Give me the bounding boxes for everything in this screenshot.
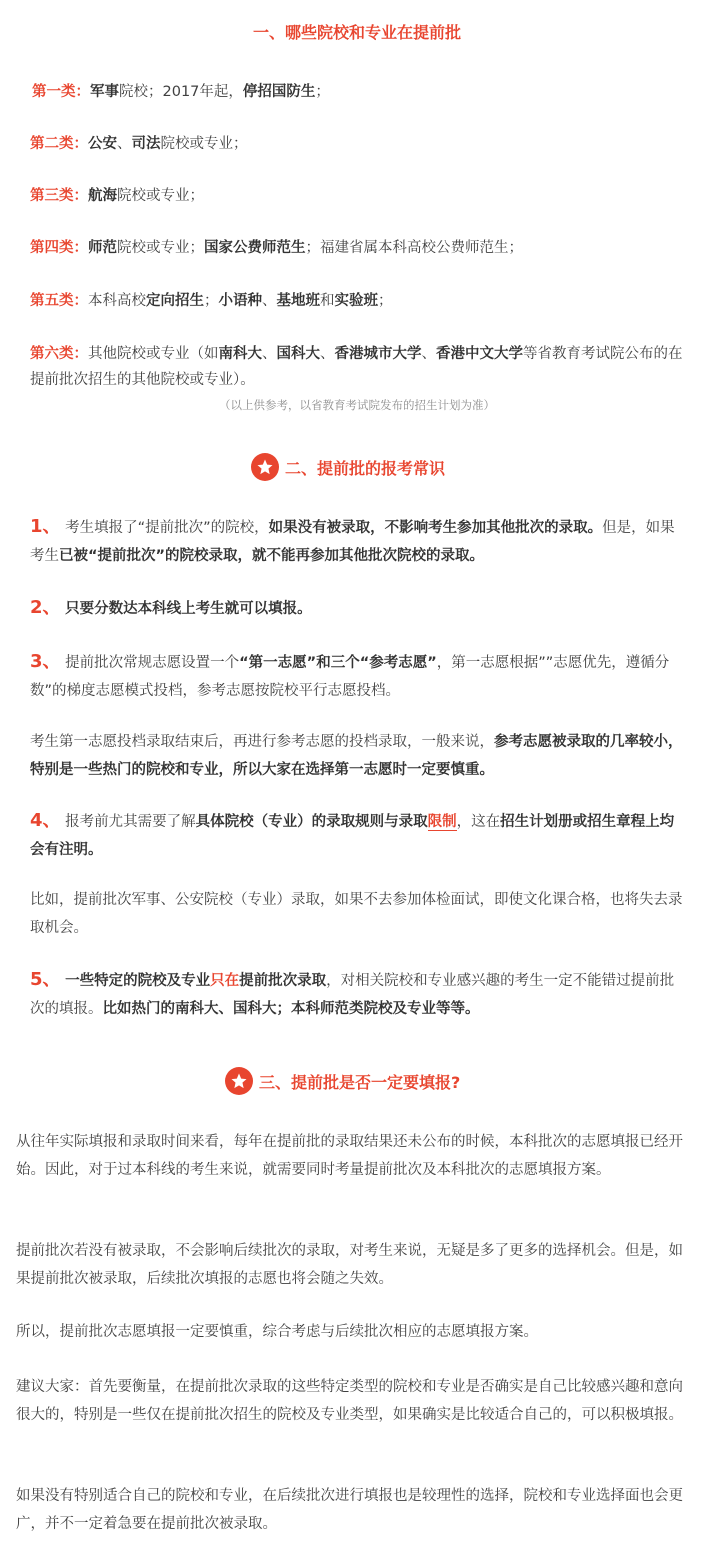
- category-label: 第五类：: [30, 293, 88, 309]
- tip-number: 5、: [30, 969, 61, 990]
- category-label: 第六类：: [30, 346, 88, 362]
- section-3-heading: [225, 1067, 460, 1095]
- tip-2: 2、 只要分数达本科线上考生就可以填报。: [30, 597, 312, 618]
- paragraph-2: 提前批次若没有被录取，不会影响后续批次的录取，对考生来说，无疑是多了更多的选择机会。但是，如果提前批次被录取，后续批次填报的志愿也将会随之失效。: [16, 1243, 683, 1287]
- tip-4-example: 比如，提前批次军事、公安院校（专业）录取，如果不去参加体检面试，即使文化课合格，也将失去录取机会。: [30, 892, 683, 936]
- category-label: 第三类：: [30, 188, 88, 204]
- category-label: 第四类：: [30, 240, 88, 256]
- section-1-title: 一、哪些院校和专业在提前批: [252, 23, 461, 42]
- paragraph-4: 建议大家：首先要衡量，在提前批次录取的这些特定类型的院校和专业是否确实是自己比较感兴趣和意向很大的，特别是一些仅在提前批次招生的院校及专业类型，如果确实是比较适合自己的，可以积极填报。: [16, 1379, 683, 1423]
- tip-3-detail: 考生第一志愿投档录取结束后，再进行参考志愿的投档录取，一般来说，参考志愿被录取的几率较小，特别是一些热门的院校和专业，所以大家在选择第一志愿时一定要慎重。: [30, 734, 683, 778]
- tip-4: 4、 报考前尤其需要了解具体院校（专业）的录取规则与录取限制，这在招生计划册或招生章程上均会有注明。: [30, 810, 675, 858]
- paragraph-5: 如果没有特别适合自己的院校和专业，在后续批次进行填报也是较理性的选择，院校和专业选择面也会更广，并不一定着急要在提前批次被录取。: [16, 1488, 683, 1532]
- section-2-heading: [251, 453, 445, 481]
- paragraph-3: 所以，提前批次志愿填报一定要慎重，综合考虑与后续批次相应的志愿填报方案。: [16, 1324, 538, 1340]
- tip-1: 1、 考生填报了“提前批次”的院校，如果没有被录取，不影响考生参加其他批次的录取。但是，如果考生已被“提前批次”的院校录取，就不能再参加其他批次院校的录取。: [30, 516, 675, 564]
- tip-number: 2、: [30, 597, 61, 618]
- reference-note: （以上供参考，以省教育考试院发布的招生计划为准）: [219, 398, 495, 412]
- category-2: 第二类：公安、司法院校或专业；: [30, 136, 248, 152]
- section-3-title: 三、提前批是否一定要填报?: [259, 1072, 461, 1092]
- category-1: 第一类：军事院校；2017年起，停招国防生；: [32, 84, 330, 100]
- category-3: 第三类：航海院校或专业；: [30, 188, 204, 204]
- highlight-only: 只在: [210, 973, 240, 989]
- category-label: 第一类：: [32, 84, 90, 100]
- star-icon: [251, 453, 279, 481]
- paragraph-1: 从往年实际填报和录取时间来看，每年在提前批的录取结果还未公布的时候，本科批次的志愿填报已经开始。因此，对于过本科线的考生来说，就需要同时考量提前批次及本科批次的志愿填报方案。: [16, 1134, 683, 1178]
- tip-number: 3、: [30, 651, 61, 672]
- tip-3: 3、 提前批次常规志愿设置一个“第一志愿”和三个“参考志愿”，第一志愿根据””志愿优先，遵循分数”的梯度志愿模式投档，参考志愿按院校平行志愿投档。: [30, 651, 670, 699]
- tip-5: 5、 一些特定的院校及专业只在提前批次录取，对相关院校和专业感兴趣的考生一定不能错过提前批次的填报。比如热门的南科大、国科大；本科师范类院校及专业等等。: [30, 969, 675, 1017]
- category-5: 第五类：本科高校定向招生；小语种、基地班和实验班；: [30, 293, 393, 309]
- star-icon: [225, 1067, 253, 1095]
- section-2-title: 二、提前批的报考常识: [285, 458, 446, 478]
- tip-number: 1、: [30, 516, 61, 537]
- highlight-limit: 限制: [427, 814, 457, 830]
- category-label: 第二类：: [30, 136, 88, 152]
- category-4: 第四类：师范院校或专业；国家公费师范生；福建省属本科高校公费师范生；: [30, 240, 523, 256]
- category-6: 第六类：其他院校或专业（如南科大、国科大、香港城市大学、香港中文大学等省教育考试院公布的在提前批次招生的其他院校或专业）。: [30, 346, 683, 388]
- tip-number: 4、: [30, 810, 61, 831]
